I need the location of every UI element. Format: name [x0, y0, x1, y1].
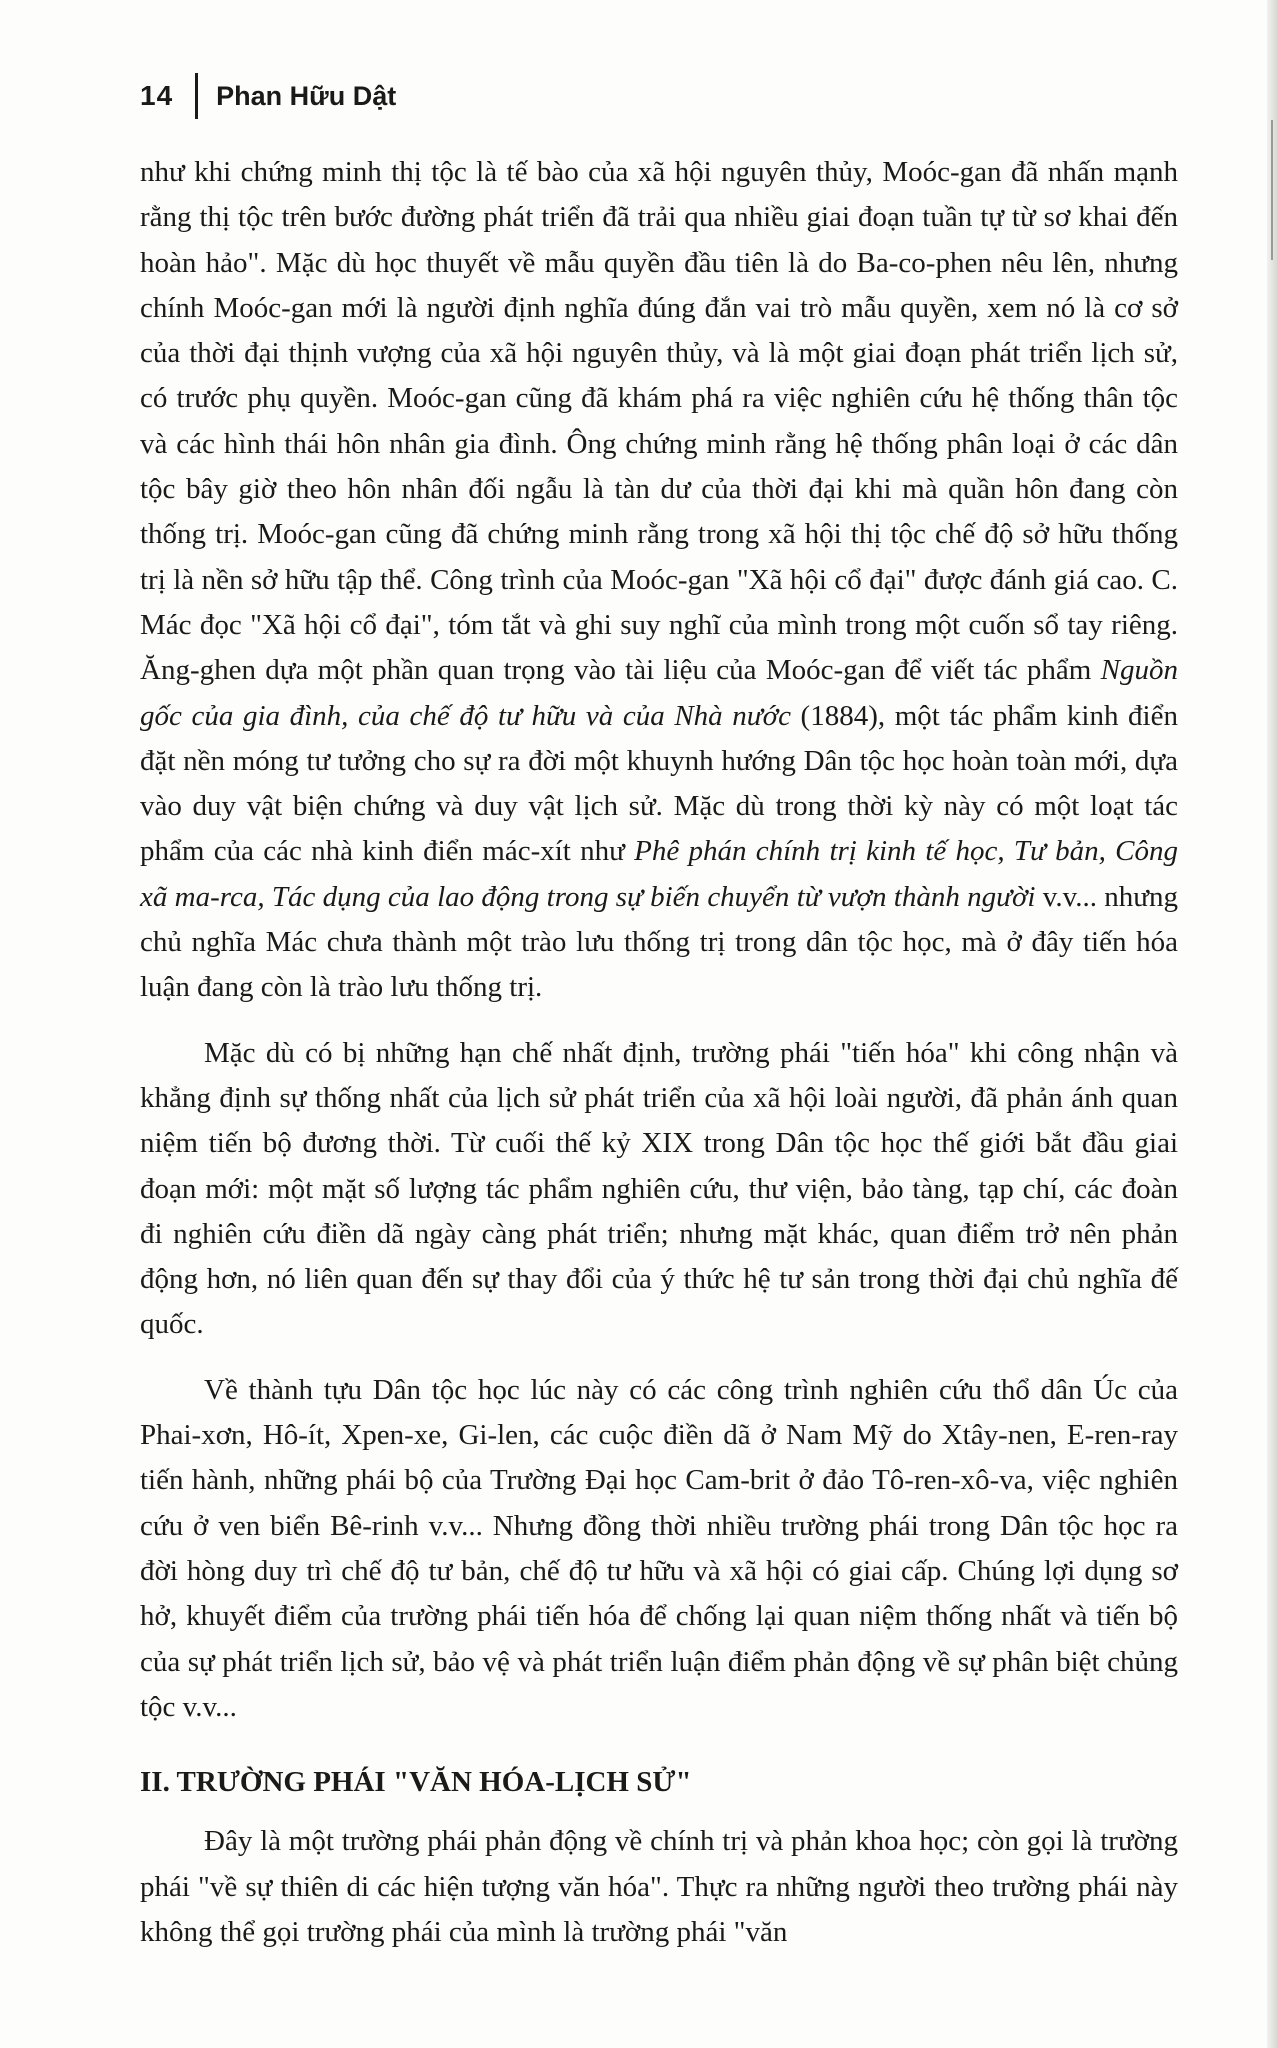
italic-title-run: Nguồn gốc của gia đình, của chế độ tư hữu và của Nhà nước	[140, 654, 1178, 732]
italic-title-run: Phê phán chính trị kinh tế học, Tư bản, Công xã ma-rca, Tác dụng của lao động trong sự biến chuyển từ vượn thành người	[140, 835, 1179, 913]
page-edge-shadow	[1267, 0, 1277, 2048]
section-heading: II. TRƯỜNG PHÁI "VĂN HÓA-LỊCH SỬ"	[140, 1766, 692, 1799]
text-run: Về thành tựu Dân tộc học lúc này có các công trình nghiên cứu thổ dân Úc của Phai-xơn, Hô-ít, Xpen-xe, Gi-len, các cuộc điền dã ở Nam Mỹ do Xtây-nen, E-ren-ray tiến hành, những phái bộ của Trường Đại học Cam-brit ở đảo Tô-ren-xô-va, việc nghiên cứu ở ven biển Bê-rinh v.v... Nhưng đồng thời nhiều trường phái trong Dân tộc học ra đời hòng duy trì chế độ tư bản, chế độ tư hữu và xã hội có giai cấp. Chúng lợi dụng sơ hở, khuyết điểm của trường phái tiến hóa để chống lại quan niệm thống nhất và tiến bộ của sự phát triển lịch sử, bảo vệ và phát triển luận điểm phản động về sự phân biệt chủng tộc v.v...	[140, 1373, 1178, 1723]
text-run: (1884), một tác phẩm kinh điển đặt nền móng tư tưởng cho sự ra đời một khuynh hướng Dân tộc học hoàn toàn mới, dựa vào duy vật biện chứng và duy vật lịch sử. Mặc dù trong thời kỳ này có một loạt tác phẩm của các nhà kinh điển mác-xít như	[140, 699, 1178, 868]
paragraph-evolution-limits	[140, 1031, 1178, 1348]
running-header	[140, 72, 396, 120]
text-run: Mặc dù có bị những hạn chế nhất định, trường phái "tiến hóa" khi công nhận và khẳng định sự thống nhất của lịch sử phát triển của xã hội loài người, đã phản ánh quan niệm tiến bộ đương thời. Từ cuối thế kỷ XIX trong Dân tộc học thế giới bắt đầu giai đoạn mới: một mặt số lượng tác phẩm nghiên cứu, thư viện, bảo tàng, tạp chí, các đoàn đi nghiên cứu điền dã ngày càng phát triển; nhưng mặt khác, quan điểm trở nên phản động hơn, nó liên quan đến sự thay đổi của ý thức hệ tư sản trong thời đại chủ nghĩa đế quốc.	[140, 1036, 1178, 1341]
header-divider	[195, 73, 198, 119]
page-edge-mark	[1271, 120, 1273, 260]
paragraph-continued	[140, 150, 1178, 1011]
text-run: v.v... nhưng chủ nghĩa Mác chưa thành một trào lưu thống trị trong dân tộc học, mà ở đây tiến hóa luận đang còn là trào lưu thống trị.	[140, 880, 1179, 1004]
text-run: như khi chứng minh thị tộc là tế bào của xã hội nguyên thủy, Moóc-gan đã nhấn mạnh rằng thị tộc trên bước đường phát triển đã trải qua nhiều giai đoạn tuần tự từ sơ khai đến hoàn hảo". Mặc dù học thuyết về mẫu quyền đầu tiên là do Ba-co-phen nêu lên, nhưng chính Moóc-gan mới là người định nghĩa đúng đắn vai trò mẫu quyền, xem nó là cơ sở của thời đại thịnh vượng của xã hội nguyên thủy, và là một giai đoạn phát triển lịch sử, có trước phụ quyền. Moóc-gan cũng đã khám phá ra việc nghiên cứu hệ thống thân tộc và các hình thái hôn nhân gia đình. Ông chứng minh rằng hệ thống phân loại ở các dân tộc bây giờ theo hôn nhân đối ngẫu là tàn dư của thời đại khi mà quần hôn đang còn thống trị. Moóc-gan cũng đã chứng minh rằng trong xã hội thị tộc chế độ sở hữu thống trị là nền sở hữu tập thể. Công trình của Moóc-gan "Xã hội cổ đại" được đánh giá cao. C. Mác đọc "Xã hội cổ đại", tóm tắt và ghi suy nghĩ của mình trong một cuốn sổ tay riêng. Ăng-ghen dựa một phần quan trọng vào tài liệu của Moóc-gan để viết tác phẩm	[140, 156, 1178, 687]
paragraph-achievements	[140, 1368, 1178, 1730]
paragraph-culture-history: Đây là một trường phái phản động về chính trị và phản khoa học; còn gọi là trường phái "về sự thiên di các hiện tượng văn hóa". Thực ra những người theo trường phái này không thể gọi trường phái của mình là trường phái "văn	[140, 1825, 1178, 1948]
body-text	[140, 150, 1178, 1955]
running-header-author: Phan Hữu Dật	[216, 80, 397, 111]
page-number: 14	[140, 80, 174, 111]
